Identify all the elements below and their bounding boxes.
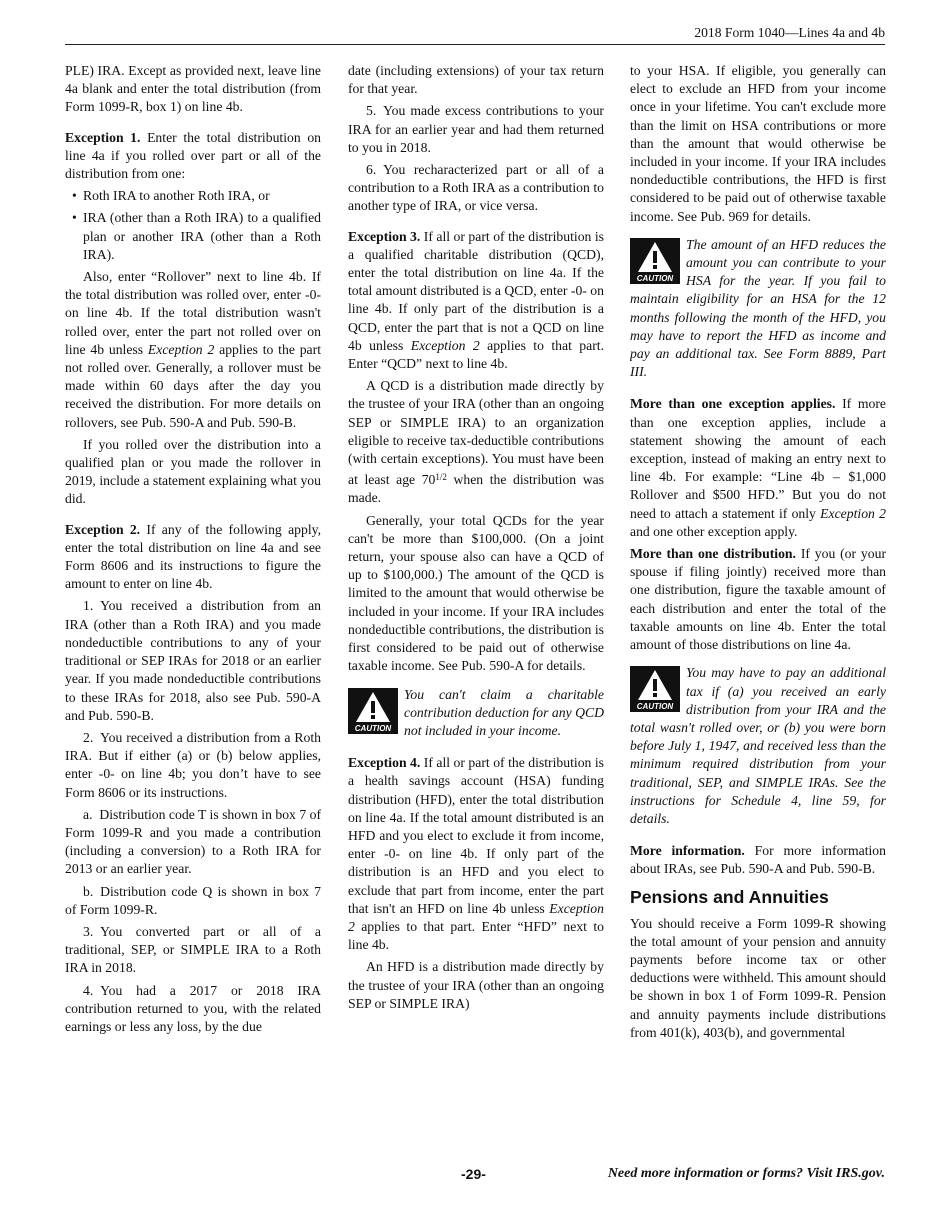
exception-label: Exception 3. — [348, 228, 421, 244]
list-item: b. Distribution code Q is shown in box 7 of Form 1099-R. — [65, 883, 321, 917]
caution-text: The amount of an HFD reduces the amount you can contribute to your HSA for the year. If you fail to maintain eligibility for an HSA for the 12 months following the month of the HFD, you may have to report the HFD as income and pay an additional tax. See Form 8889, Part III. — [630, 236, 886, 380]
exception-1 — [65, 129, 321, 184]
column-2 — [348, 62, 604, 1017]
list-item: 6. You recharacterized part or all of a contribution to a Roth IRA as a contribution to another type of IRA, or vice versa. — [348, 162, 604, 214]
paragraph: If you rolled over the distribution into a qualified plan or you made the rollover in 2019, include a statement explaining what you did. — [65, 436, 321, 507]
text-run: If all or part of the distribution is a health savings account (HSA) funding distribution (HFD), enter the total distribution on line 4a. If the total amount distributed is an HFD and you elect to exclude it from income, enter -0- on line 4b. If only part of the distribution is an HFD and you elect to exclude that part from income, enter the part that isn't an HFD on line 4b unless — [348, 755, 605, 916]
text-run: For more information about IRAs, see Pub. 590-A and Pub. 590-B. — [630, 843, 886, 877]
caution-note — [630, 236, 886, 382]
list-item: 5. You made excess contributions to your IRA for an earlier year and had them returned to you in 2018. — [348, 103, 604, 155]
run-in-heading: More information. — [630, 843, 745, 859]
caution-icon — [630, 666, 680, 712]
caution-badge-label: CAUTION — [636, 702, 674, 712]
paragraph: You should receive a Form 1099-R showing the total amount of your pension and annuity payments before income tax or other deductions were withheld. This amount should be shown in box 1 of Form 1099-R. Pension and annuity payments include distributions from 401(k), 403(b), and governmental — [630, 915, 886, 1040]
fraction: 1/2 — [435, 472, 447, 483]
exception-2 — [65, 521, 321, 594]
exception-label: Exception 1. — [65, 129, 141, 145]
paragraph — [348, 377, 604, 507]
list-item: 2. You received a distribution from a Roth IRA. But if either (a) or (b) below applies, enter -0- on line 4b; you don’t have to see Form 8606 or its instructions. — [65, 729, 321, 800]
exception-text: If any of the following apply, enter the total distribution on line 4a and see Form 8606 and its instructions to figure the amount to enter on line 4b. — [65, 521, 322, 592]
text-run: applies to the part not rolled over. Generally, a rollover must be made within 60 days after the day you received the distribution. For more details on rollovers, see Pub. 590-A and Pub. 590-B. — [65, 341, 321, 430]
list-item: 3. You converted part or all of a traditional, SEP, or SIMPLE IRA to a Roth IRA in 2018. — [65, 923, 321, 976]
caution-note — [630, 664, 886, 828]
list-item: 4. You had a 2017 or 2018 IRA contribution returned to you, with the related earnings or less any loss, by the due — [65, 982, 321, 1034]
page-number: -29- — [461, 1166, 486, 1182]
caution-text: You can't claim a charitable contribution deduction for any QCD not included in your income. — [404, 686, 604, 738]
list-item: a. Distribution code T is shown in box 7 of Form 1099-R and you made a contribution (including a conversion) to a Roth IRA for 2013 or an earlier year. — [65, 806, 321, 877]
caution-text: You may have to pay an additional tax if (a) you received an early distribution from your IRA and the total wasn't rolled over, or (b) you were born before July 1, 1947, and received less than the minimum required distribution from your traditional, SEP, and SIMPLE IRAs. See the instructions for Schedule 4, line 59, for details. — [630, 665, 886, 826]
exception-label: Exception 2. — [65, 521, 141, 537]
exception-label: Exception 4. — [348, 755, 421, 771]
page-header — [65, 24, 885, 45]
text-run: Also, enter “Rollover” next to line 4b. If the total distribution was rolled over, enter -0- on line 4b. If the total distribution wasn't rolled over, enter the part not rolled over on line 4b unless — [65, 269, 321, 357]
text-emphasis: Exception 2 — [348, 900, 604, 934]
exception-4 — [348, 754, 604, 954]
caution-icon — [348, 688, 398, 734]
text-emphasis: Exception 2 — [820, 505, 886, 521]
paragraph — [630, 545, 886, 654]
bullet-list — [65, 187, 321, 264]
caution-badge-label: CAUTION — [636, 273, 674, 283]
list-item: 1. You received a distribution from an IRA (other than a Roth IRA) and you made nondeductible contributions to any of your traditional or SEP IRAs for 2018 or an earlier year. If you made nondeductible contributions to these IRAs for 2018, also see Pub. 590-A and Pub. 590-B. — [65, 598, 321, 723]
paragraph — [630, 842, 886, 878]
text-run: If more than one exception applies, include a statement showing the amount of each exception, instead of making an entry next to line 4b. For example: “Line 4b – $1,000 Rollover and $500 HFD.” But you do not need to attach a statement if only — [630, 396, 886, 521]
paragraph: to your HSA. If eligible, you generally can elect to exclude an HFD from your income once in your lifetime. You can't exclude more than the limit on HSA contributions or more than the amount that would otherwise be included in your income. If your IRA includes nondeductible contributions, the HFD is first considered to be paid out of otherwise taxable income. See Pub. 969 for details. — [630, 63, 886, 224]
text-emphasis: Exception 2 — [410, 337, 480, 353]
paragraph — [65, 268, 321, 432]
paragraph: An HFD is a distribution made directly by the trustee of your IRA (other than an ongoing SEP or SIMPLE IRA) — [348, 959, 604, 1011]
paragraph: Generally, your total QCDs for the year can't be more than $100,000. (On a joint return, your spouse also can have a QCD of up to $100,000.) The amount of the QCD is limited to the amount that would otherwise be included in your income. If your IRA includes nondeductible contributions, the distribution is first considered to be paid out of otherwise taxable income. See Pub. 590-A for details. — [348, 512, 604, 674]
caution-badge-label: CAUTION — [354, 723, 392, 733]
text-run: when the distribution was made. — [348, 472, 604, 506]
footer-note: Need more information or forms? Visit IRS.gov. — [607, 1166, 885, 1181]
run-in-heading: More than one exception applies. — [630, 396, 836, 412]
caution-icon — [630, 238, 680, 284]
text-run: applies to that part. Enter “QCD” next to line 4b. — [348, 337, 604, 372]
caution-note — [348, 686, 604, 741]
list-item: • Roth IRA to another Roth IRA, or — [65, 187, 321, 205]
text-run: A QCD is a distribution made directly by the trustee of your IRA (other than an ongoing SEP or SIMPLE IRA) to an organization eligible to receive tax-deductible contributions (with certain exceptions). You must have been at least age 70 — [348, 378, 604, 488]
exception-3 — [348, 228, 604, 374]
paragraph: PLE) IRA. Except as provided next, leave line 4a blank and enter the total distribution (from Form 1099-R, box 1) on line 4b. — [65, 63, 321, 115]
text-run: and one other exception apply. — [630, 523, 798, 539]
text-run: If all or part of the distribution is a qualified charitable distribution (QCD), enter the total distribution on line 4a. If the total amount distributed is a QCD, enter -0- on line 4b. If only part of the distribution is a QCD, enter the part that is not a QCD on line 4b unless — [348, 228, 605, 353]
column-1 — [65, 62, 321, 1040]
paragraph — [630, 395, 886, 541]
paragraph: date (including extensions) of your tax return for that year. — [348, 63, 604, 97]
page-header-title: 2018 Form 1040—Lines 4a and 4b — [694, 25, 885, 40]
text-run: applies to that part. Enter “HFD” next to line 4b. — [348, 918, 604, 953]
exception-text: Enter the total distribution on line 4a if you rolled over part or all of the distribution from one: — [65, 129, 322, 182]
section-heading: Pensions and Annuities — [630, 886, 829, 907]
run-in-heading: More than one distribution. — [630, 546, 796, 562]
page-footer — [65, 1166, 885, 1186]
text-run: If you (or your spouse if filing jointly) received more than one distribution, figure the taxable amount of each distribution and enter the total of the taxable amounts on line 4b. Enter the total amount of those distributions on line 4a. — [630, 546, 887, 653]
text-emphasis: Exception 2 — [147, 341, 215, 357]
list-item: • IRA (other than a Roth IRA) to a qualified plan or another IRA (other than a Roth IRA). — [65, 209, 321, 264]
column-3 — [630, 62, 886, 1046]
